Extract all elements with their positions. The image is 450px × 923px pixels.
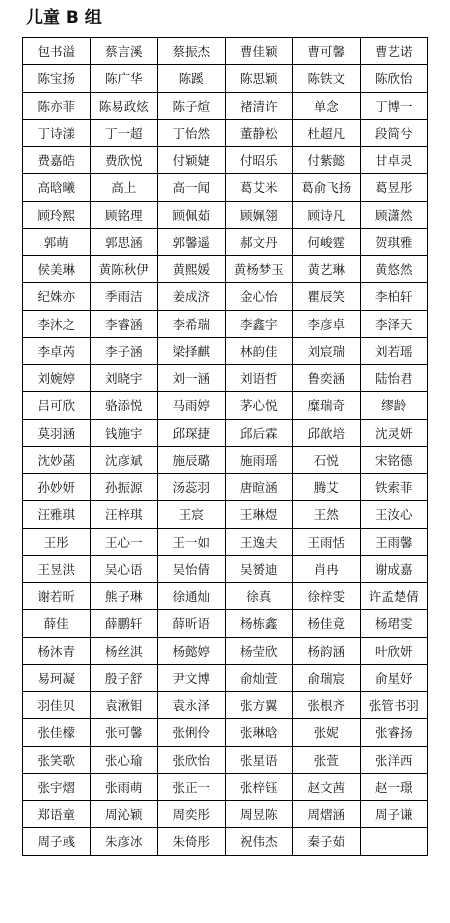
table-row xyxy=(23,256,428,283)
name-cell: 谢成嘉 xyxy=(360,555,428,582)
name-cell: 黄陈秋伊 xyxy=(90,256,158,283)
name-cell: 汪雅琪 xyxy=(23,501,91,528)
table-row xyxy=(23,555,428,582)
name-cell: 蔡言溪 xyxy=(90,38,158,65)
name-cell: 林韵佳 xyxy=(225,337,293,364)
table-row xyxy=(23,201,428,228)
name-cell: 王宸 xyxy=(158,501,226,528)
name-cell: 陈广华 xyxy=(90,65,158,92)
name-cell: 黄悠然 xyxy=(360,256,428,283)
table-row xyxy=(23,637,428,664)
name-cell: 郭萌 xyxy=(23,228,91,255)
name-cell: 施雨瑶 xyxy=(225,446,293,473)
name-cell: 陈思颖 xyxy=(225,65,293,92)
name-cell: 刘晓宇 xyxy=(90,365,158,392)
name-cell: 缪龄 xyxy=(360,392,428,419)
name-cell: 鲁奕涵 xyxy=(293,365,361,392)
name-cell: 张正一 xyxy=(158,773,226,800)
name-cell: 丁博一 xyxy=(360,92,428,119)
name-cell xyxy=(360,828,428,855)
name-cell: 黄杨梦玉 xyxy=(225,256,293,283)
name-cell: 李睿涵 xyxy=(90,310,158,337)
name-cell: 陆怡君 xyxy=(360,365,428,392)
name-cell: 杜超凡 xyxy=(293,119,361,146)
name-cell: 王彤 xyxy=(23,528,91,555)
name-cell: 褚清许 xyxy=(225,92,293,119)
name-cell: 杨丝淇 xyxy=(90,637,158,664)
name-cell: 邱歆培 xyxy=(293,419,361,446)
table-row xyxy=(23,419,428,446)
name-cell: 张根齐 xyxy=(293,692,361,719)
table-row xyxy=(23,392,428,419)
name-cell: 杨栋鑫 xyxy=(225,610,293,637)
name-cell: 纪姝亦 xyxy=(23,283,91,310)
name-cell: 费嘉皓 xyxy=(23,147,91,174)
name-cell: 杨懿婷 xyxy=(158,637,226,664)
name-cell: 金心怡 xyxy=(225,283,293,310)
name-cell: 赵一璟 xyxy=(360,773,428,800)
name-cell: 单念 xyxy=(293,92,361,119)
name-cell: 杨沐青 xyxy=(23,637,91,664)
name-cell: 曹佳颖 xyxy=(225,38,293,65)
table-row xyxy=(23,692,428,719)
roster-body xyxy=(23,38,428,856)
name-cell: 陈铁文 xyxy=(293,65,361,92)
name-cell: 李鑫宇 xyxy=(225,310,293,337)
name-cell: 葛昱彤 xyxy=(360,174,428,201)
name-cell: 骆添悦 xyxy=(90,392,158,419)
name-cell: 吴赟迪 xyxy=(225,555,293,582)
name-cell: 顾诗凡 xyxy=(293,201,361,228)
name-cell: 丁怡然 xyxy=(158,119,226,146)
name-cell: 顾玲熙 xyxy=(23,201,91,228)
name-cell: 杨莹欣 xyxy=(225,637,293,664)
name-cell: 熊子琳 xyxy=(90,583,158,610)
name-cell: 周熠涵 xyxy=(293,801,361,828)
name-cell: 丁诗漾 xyxy=(23,119,91,146)
name-cell: 高一闻 xyxy=(158,174,226,201)
name-cell: 顾佩茹 xyxy=(158,201,226,228)
name-cell: 周子谦 xyxy=(360,801,428,828)
name-cell: 张可馨 xyxy=(90,719,158,746)
name-cell: 俞灿萱 xyxy=(225,664,293,691)
name-cell: 郝文丹 xyxy=(225,228,293,255)
name-cell: 吕可欣 xyxy=(23,392,91,419)
name-cell: 俞星妤 xyxy=(360,664,428,691)
name-cell: 黄艺琳 xyxy=(293,256,361,283)
name-cell: 杨佳竟 xyxy=(293,610,361,637)
table-row xyxy=(23,664,428,691)
table-row xyxy=(23,174,428,201)
name-cell: 陈亦菲 xyxy=(23,92,91,119)
name-cell: 李希瑞 xyxy=(158,310,226,337)
name-cell: 陈宝扬 xyxy=(23,65,91,92)
name-cell: 袁永泽 xyxy=(158,692,226,719)
name-cell: 陈子煊 xyxy=(158,92,226,119)
name-cell: 王汝心 xyxy=(360,501,428,528)
name-cell: 莫羽涵 xyxy=(23,419,91,446)
name-cell: 周奕彤 xyxy=(158,801,226,828)
table-row xyxy=(23,119,428,146)
name-cell: 沈灵妍 xyxy=(360,419,428,446)
name-cell: 唐暄涵 xyxy=(225,474,293,501)
name-cell: 邱琛捷 xyxy=(158,419,226,446)
name-cell: 俞瑞宸 xyxy=(293,664,361,691)
name-cell: 姜成济 xyxy=(158,283,226,310)
table-row xyxy=(23,283,428,310)
table-row xyxy=(23,337,428,364)
name-cell: 付昭乐 xyxy=(225,147,293,174)
name-cell: 马雨婷 xyxy=(158,392,226,419)
name-cell: 陈蹊 xyxy=(158,65,226,92)
name-cell: 邱后霖 xyxy=(225,419,293,446)
name-cell: 张琳晗 xyxy=(225,719,293,746)
name-cell: 糜瑞奇 xyxy=(293,392,361,419)
name-cell: 易珂凝 xyxy=(23,664,91,691)
name-cell: 李卓芮 xyxy=(23,337,91,364)
name-cell: 杨珺雯 xyxy=(360,610,428,637)
table-row xyxy=(23,446,428,473)
name-cell: 葛俞飞扬 xyxy=(293,174,361,201)
name-cell: 曹艺诺 xyxy=(360,38,428,65)
name-cell: 郑语童 xyxy=(23,801,91,828)
name-cell: 张管书羽 xyxy=(360,692,428,719)
name-cell: 张萱 xyxy=(293,746,361,773)
name-cell: 王雨恬 xyxy=(293,528,361,555)
name-cell: 王一如 xyxy=(158,528,226,555)
name-cell: 朱彦冰 xyxy=(90,828,158,855)
name-cell: 张洋西 xyxy=(360,746,428,773)
table-row xyxy=(23,773,428,800)
table-row xyxy=(23,583,428,610)
table-row xyxy=(23,528,428,555)
name-cell: 刘婉婷 xyxy=(23,365,91,392)
name-cell: 曹可馨 xyxy=(293,38,361,65)
table-row xyxy=(23,92,428,119)
name-cell: 何峻霆 xyxy=(293,228,361,255)
name-cell: 祝伟杰 xyxy=(225,828,293,855)
name-cell: 李柏轩 xyxy=(360,283,428,310)
name-cell: 王昱洪 xyxy=(23,555,91,582)
name-cell: 陈欣怡 xyxy=(360,65,428,92)
name-cell: 贺琪雅 xyxy=(360,228,428,255)
name-cell: 张佳檬 xyxy=(23,719,91,746)
roster-table xyxy=(22,37,428,856)
name-cell: 周沁颖 xyxy=(90,801,158,828)
name-cell: 茅心悦 xyxy=(225,392,293,419)
name-cell: 黄熙媛 xyxy=(158,256,226,283)
name-cell: 李沐之 xyxy=(23,310,91,337)
name-cell: 宋铭德 xyxy=(360,446,428,473)
name-cell: 汪梓琪 xyxy=(90,501,158,528)
name-cell: 钱施宇 xyxy=(90,419,158,446)
name-cell: 董静松 xyxy=(225,119,293,146)
table-row xyxy=(23,38,428,65)
name-cell: 张欣怡 xyxy=(158,746,226,773)
table-row xyxy=(23,828,428,855)
name-cell: 刘语哲 xyxy=(225,365,293,392)
name-cell: 顾潇然 xyxy=(360,201,428,228)
name-cell: 吴怡倩 xyxy=(158,555,226,582)
name-cell: 孙振源 xyxy=(90,474,158,501)
name-cell: 李泽天 xyxy=(360,310,428,337)
name-cell: 张雨萌 xyxy=(90,773,158,800)
name-cell: 陈易政炫 xyxy=(90,92,158,119)
table-row xyxy=(23,310,428,337)
name-cell: 张笑歌 xyxy=(23,746,91,773)
name-cell: 李彦卓 xyxy=(293,310,361,337)
name-cell: 羽佳贝 xyxy=(23,692,91,719)
name-cell: 沈彦斌 xyxy=(90,446,158,473)
name-cell: 王琳煜 xyxy=(225,501,293,528)
name-cell: 张梓钰 xyxy=(225,773,293,800)
name-cell: 腾艾 xyxy=(293,474,361,501)
table-row xyxy=(23,365,428,392)
name-cell: 季雨洁 xyxy=(90,283,158,310)
name-cell: 张妮 xyxy=(293,719,361,746)
name-cell: 薛鹏轩 xyxy=(90,610,158,637)
name-cell: 徐真 xyxy=(225,583,293,610)
name-cell: 王逸夫 xyxy=(225,528,293,555)
table-row xyxy=(23,746,428,773)
name-cell: 王然 xyxy=(293,501,361,528)
name-cell: 段简兮 xyxy=(360,119,428,146)
name-cell: 甘卓灵 xyxy=(360,147,428,174)
name-cell: 施辰璐 xyxy=(158,446,226,473)
name-cell: 高上 xyxy=(90,174,158,201)
name-cell: 李子涵 xyxy=(90,337,158,364)
name-cell: 张心瑜 xyxy=(90,746,158,773)
name-cell: 殷子舒 xyxy=(90,664,158,691)
name-cell: 孙妙妍 xyxy=(23,474,91,501)
name-cell: 袁湫钼 xyxy=(90,692,158,719)
name-cell: 郭思涵 xyxy=(90,228,158,255)
name-cell: 刘若瑶 xyxy=(360,337,428,364)
name-cell: 谢若昕 xyxy=(23,583,91,610)
name-cell: 沈妙菡 xyxy=(23,446,91,473)
name-cell: 徐通灿 xyxy=(158,583,226,610)
name-cell: 张宇熠 xyxy=(23,773,91,800)
name-cell: 葛艾米 xyxy=(225,174,293,201)
name-cell: 叶欣妍 xyxy=(360,637,428,664)
table-row xyxy=(23,719,428,746)
name-cell: 肖冉 xyxy=(293,555,361,582)
name-cell: 付颖婕 xyxy=(158,147,226,174)
name-cell: 丁一超 xyxy=(90,119,158,146)
name-cell: 赵文茜 xyxy=(293,773,361,800)
table-row xyxy=(23,610,428,637)
name-cell: 梁择麒 xyxy=(158,337,226,364)
name-cell: 蔡振杰 xyxy=(158,38,226,65)
name-cell: 石悦 xyxy=(293,446,361,473)
name-cell: 郭馨遥 xyxy=(158,228,226,255)
name-cell: 费欣悦 xyxy=(90,147,158,174)
name-cell: 杨韵涵 xyxy=(293,637,361,664)
name-cell: 付紫懿 xyxy=(293,147,361,174)
table-row xyxy=(23,501,428,528)
name-cell: 侯美琳 xyxy=(23,256,91,283)
name-cell: 秦子茹 xyxy=(293,828,361,855)
name-cell: 铁索菲 xyxy=(360,474,428,501)
table-row xyxy=(23,474,428,501)
name-cell: 王心一 xyxy=(90,528,158,555)
page-title: 儿童 B 组 xyxy=(26,8,102,28)
name-cell: 周昱陈 xyxy=(225,801,293,828)
table-row xyxy=(23,228,428,255)
name-cell: 尹文博 xyxy=(158,664,226,691)
table-row xyxy=(23,65,428,92)
name-cell: 张俐伶 xyxy=(158,719,226,746)
name-cell: 张方翼 xyxy=(225,692,293,719)
name-cell: 刘一涵 xyxy=(158,365,226,392)
name-cell: 包书溢 xyxy=(23,38,91,65)
name-cell: 顾铭理 xyxy=(90,201,158,228)
name-cell: 吴心语 xyxy=(90,555,158,582)
name-cell: 朱倚彤 xyxy=(158,828,226,855)
name-cell: 高晗曦 xyxy=(23,174,91,201)
name-cell: 薛佳 xyxy=(23,610,91,637)
table-row xyxy=(23,147,428,174)
name-cell: 王雨馨 xyxy=(360,528,428,555)
name-cell: 张星语 xyxy=(225,746,293,773)
name-cell: 瞿辰笑 xyxy=(293,283,361,310)
name-cell: 周子彧 xyxy=(23,828,91,855)
name-cell: 徐梓雯 xyxy=(293,583,361,610)
name-cell: 刘宸瑞 xyxy=(293,337,361,364)
name-cell: 顾姵翎 xyxy=(225,201,293,228)
name-cell: 张睿扬 xyxy=(360,719,428,746)
name-cell: 汤蕊羽 xyxy=(158,474,226,501)
name-cell: 薛昕语 xyxy=(158,610,226,637)
table-row xyxy=(23,801,428,828)
name-cell: 许孟楚倩 xyxy=(360,583,428,610)
